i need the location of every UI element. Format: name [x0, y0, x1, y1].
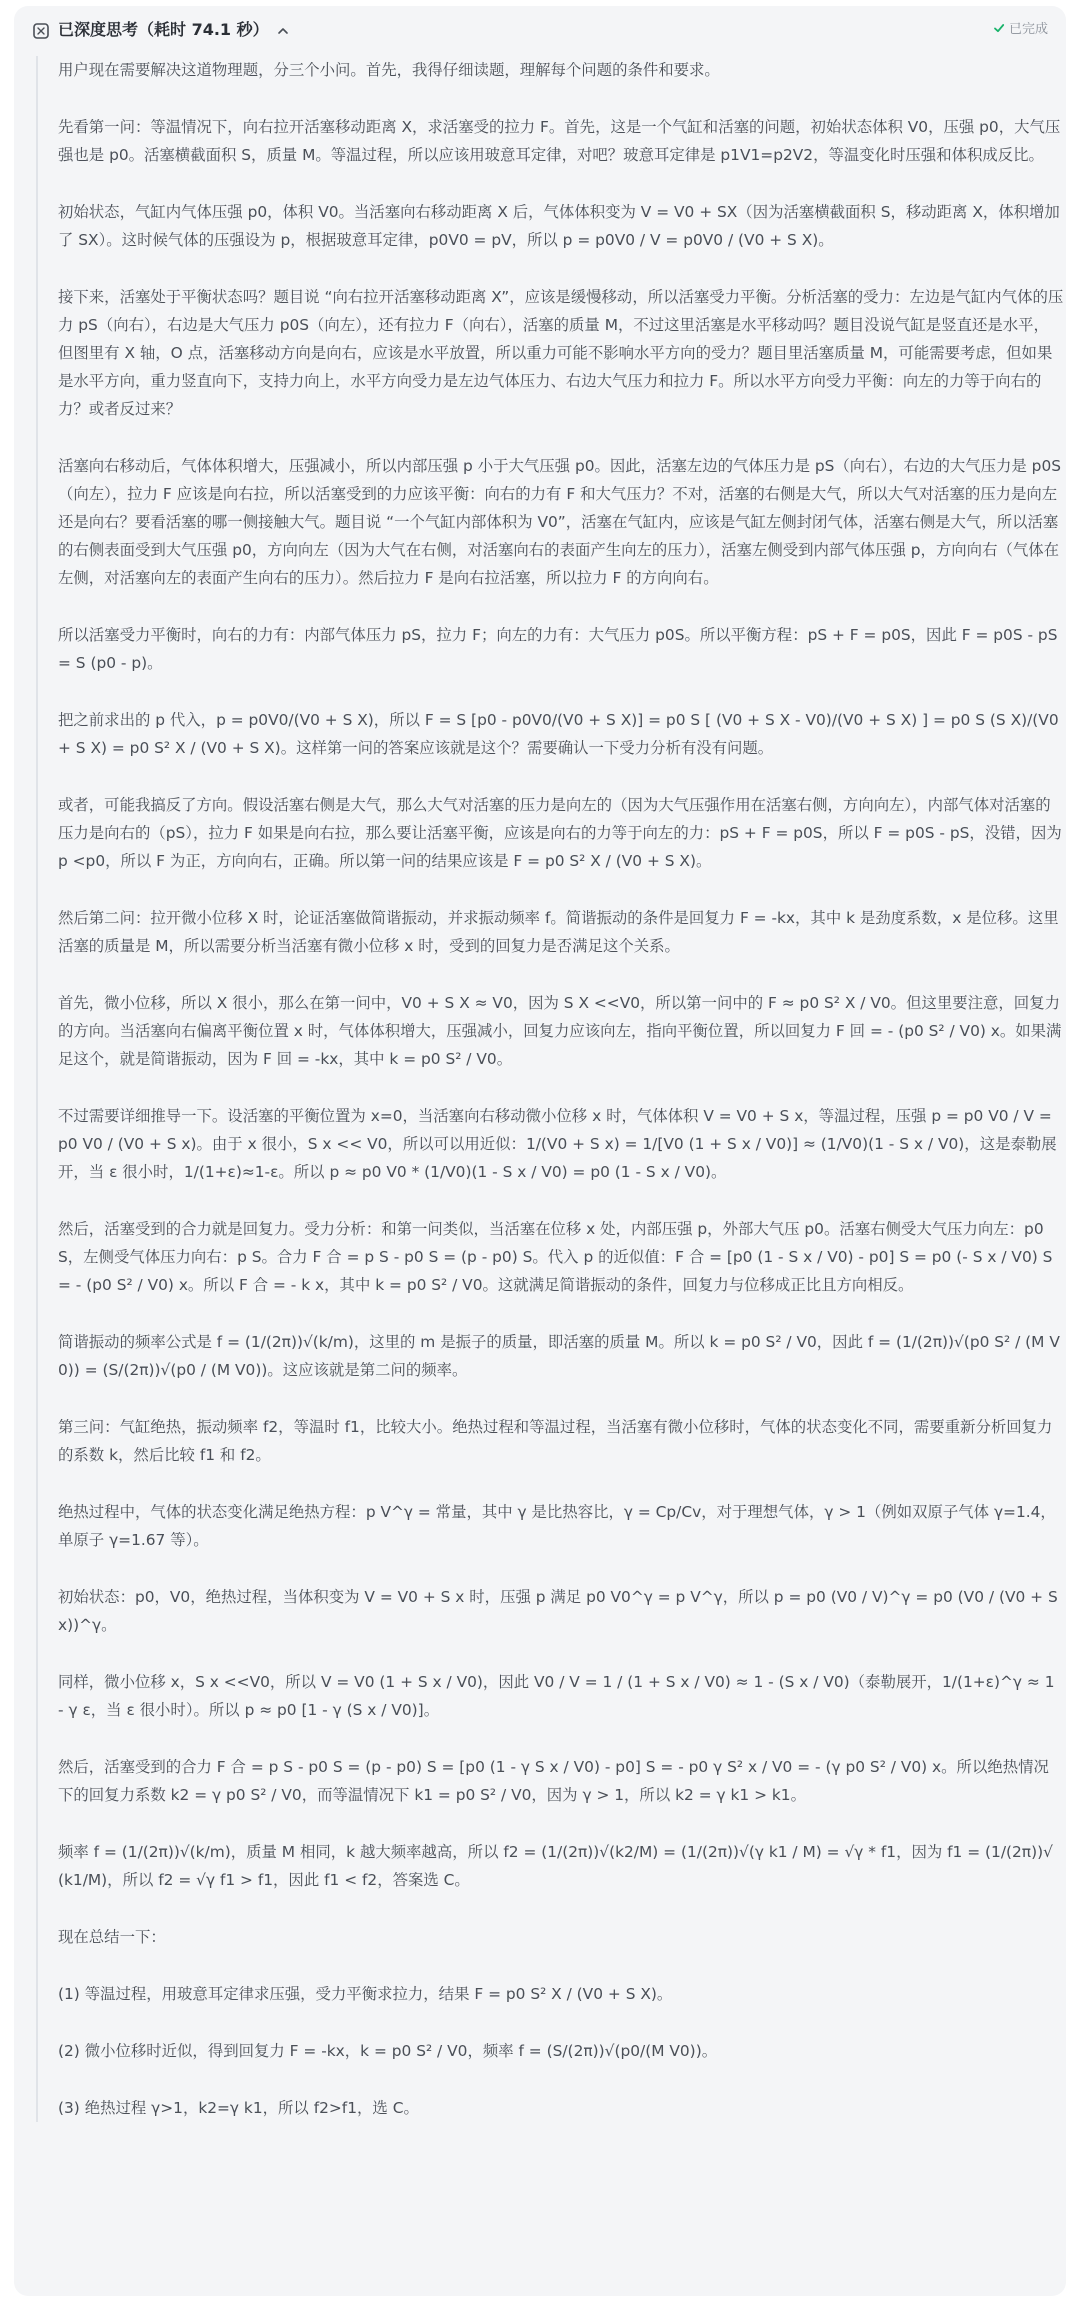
- paragraph: 同样，微小位移 x，S x <<V0，所以 V = V0 (1 + S x / V0)，因此 V0 / V = 1 / (1 + S x / V0) ≈ 1 - (S x / V0)（泰勒展开，1/(1+ε)^γ ≈ 1 - γ ε，当 ε 很小时）。所以 p ≈ p0 [1 - γ (S x / V0)]。: [58, 1673, 1055, 1719]
- paragraph: 第三问：气缸绝热，振动频率 f2，等温时 f1，比较大小。绝热过程和等温过程，当活塞有微小位移时，气体的状态变化不同，需要重新分析回复力的系数 k，然后比较 f1 和 f2。: [58, 1418, 1053, 1464]
- paragraph: 绝热过程中，气体的状态变化满足绝热方程：p V^γ = 常量，其中 γ 是比热容比，γ = Cp/Cv，对于理想气体，γ > 1（例如双原子气体 γ=1.4，单原子 γ=1.67 等）。: [58, 1503, 1056, 1549]
- paragraph: 然后第二问：拉开微小位移 X 时，论证活塞做简谐振动，并求振动频率 f。简谐振动的条件是回复力 F = -kx，其中 k 是劲度系数，x 是位移。这里活塞的质量是 M，所以需要分析当活塞有微小位移 x 时，受到的回复力是否满足这个关系。: [58, 909, 1059, 955]
- paragraph: 简谐振动的频率公式是 f = (1/(2π))√(k/m)，这里的 m 是振子的质量，即活塞的质量 M。所以 k = p0 S² / V0，因此 f = (1/(2π))√(p0 S² / (M V0)) = (S/(2π))√(p0 / (M V0))。这应该就是第二问的频率。: [58, 1333, 1060, 1379]
- paragraph: 不过需要详细推导一下。设活塞的平衡位置为 x=0，当活塞向右移动微小位移 x 时，气体体积 V = V0 + S x，等温过程，压强 p = p0 V0 / V = p0 V0 / (V0 + S x)。由于 x 很小，S x << V0，所以可以用近似：1/(V0 + S x) = 1/[V0 (1 + S x / V0)] ≈ (1/V0)(1 - S x / V0)，这是泰勒展开，当 ε 很小时，1/(1+ε)≈1-ε。所以 p ≈ p0 V0 * (1/V0)(1 - S x / V0) = p0 (1 - S x / V0)。: [58, 1107, 1057, 1181]
- paragraph: 初始状态，气缸内气体压强 p0，体积 V0。当活塞向右移动距离 X 后，气体体积变为 V = V0 + SX（因为活塞横截面积 S，移动距离 X，体积增加了 SX）。这时候气体的压强设为 p，根据玻意耳定律，p0V0 = pV，所以 p = p0V0 / V = p0V0 / (V0 + S X)。: [58, 203, 1060, 249]
- paragraph: (1) 等温过程，用玻意耳定律求压强，受力平衡求拉力，结果 F = p0 S² X / (V0 + S X)。: [58, 1985, 673, 2003]
- thinking-title: 已深度思考（耗时 74.1 秒）: [58, 20, 269, 39]
- paragraph: 先看第一问：等温情况下，向右拉开活塞移动距离 X，求活塞受的拉力 F。首先，这是一个气缸和活塞的问题，初始状态体积 V0，压强 p0，大气压强也是 p0。活塞横截面积 S，质量 M。等温过程，所以应该用玻意耳定律，对吧？玻意耳定律是 p1V1=p2V2，等温变化时压强和体积成反比。: [58, 118, 1061, 164]
- paragraph: (3) 绝热过程 γ>1，k2=γ k1，所以 f2>f1，选 C。: [58, 2099, 419, 2117]
- paragraph: 然后，活塞受到的合力就是回复力。受力分析：和第一问类似，当活塞在位移 x 处，内部压强 p，外部大气压 p0。活塞右侧受大气压力向左：p0 S，左侧受气体压力向右：p S。合力 F 合 = p S - p0 S = (p - p0) S。代入 p 的近似值：F 合 = [p0 (1 - S x / V0) - p0] S = p0 (- S x / V0) S = - (p0 S² / V0) x。所以 F 合 = - k x，其中 k = p0 S² / V0。这就满足简谐振动的条件，回复力与位移成正比且方向相反。: [58, 1220, 1053, 1294]
- thinking-content: [36, 56, 1064, 2122]
- paragraph: 接下来，活塞处于平衡状态吗？题目说 “向右拉开活塞移动距离 X”，应该是缓慢移动，所以活塞受力平衡。分析活塞的受力：左边是气缸内气体的压力 pS（向右），右边是大气压力 p0S（向左），还有拉力 F（向右），活塞的质量 M，不过这里活塞是水平移动吗？题目没说气缸是竖直还是水平，但图里有 X 轴，O 点，活塞移动方向是向右，应该是水平放置，所以重力可能不影响水平方向的受力？题目里活塞质量 M，可能需要考虑，但如果是水平方向，重力竖直向下，支持力向上，水平方向受力是左边气体压力、右边大气压力和拉力 F。所以水平方向受力平衡：向左的力等于向右的力？或者反过来？: [58, 288, 1064, 418]
- paragraph: 所以活塞受力平衡时，向右的力有：内部气体压力 pS，拉力 F；向左的力有：大气压力 p0S。所以平衡方程：pS + F = p0S，因此 F = p0S - pS = S (p0 - p)。: [58, 626, 1058, 672]
- completion-status: [993, 20, 1048, 40]
- paragraph: 把之前求出的 p 代入，p = p0V0/(V0 + S X)，所以 F = S [p0 - p0V0/(V0 + S X)] = p0 S [ (V0 + S X - V0)/(V0 + S X) ] = p0 S (S X)/(V0 + S X) = p0 S² X / (V0 + S X)。这样第一问的答案应该就是这个？需要确认一下受力分析有没有问题。: [58, 711, 1059, 757]
- paragraph: 用户现在需要解决这道物理题，分三个小问。首先，我得仔细读题，理解每个问题的条件和要求。: [58, 61, 720, 79]
- brain-icon: [32, 22, 50, 40]
- paragraph: (2) 微小位移时近似，得到回复力 F = -kx，k = p0 S² / V0，频率 f = (S/(2π))√(p0/(M V0))。: [58, 2042, 718, 2060]
- chevron-up-icon[interactable]: [276, 23, 290, 37]
- paragraph: 现在总结一下：: [58, 1928, 166, 1946]
- paragraph: 初始状态：p0，V0，绝热过程，当体积变为 V = V0 + S x 时，压强 p 满足 p0 V0^γ = p V^γ，所以 p = p0 (V0 / V)^γ = p0 (V0 / (V0 + S x))^γ。: [58, 1588, 1058, 1634]
- paragraph: 首先，微小位移，所以 X 很小，那么在第一问中，V0 + S X ≈ V0，因为 S X <<V0，所以第一问中的 F ≈ p0 S² X / V0。但这里要注意，回复力的方向。当活塞向右偏离平衡位置 x 时，气体体积增大，压强减小，回复力应该向左，指向平衡位置，所以回复力 F 回 = - (p0 S² / V0) x。如果满足这个，就是简谐振动，因为 F 回 = -kx，其中 k = p0 S² / V0。: [58, 994, 1062, 1068]
- paragraph: 活塞向右移动后，气体体积增大，压强减小，所以内部压强 p 小于大气压强 p0。因此，活塞左边的气体压力是 pS（向右），右边的大气压力是 p0S（向左），拉力 F 应该是向右拉，所以活塞受到的力应该平衡：向右的力有 F 和大气压力？不对，活塞的右侧是大气，所以大气对活塞的压力是向左还是向右？要看活塞的哪一侧接触大气。题目说 “一个气缸内部体积为 V0”，活塞在气缸内，应该是气缸左侧封闭气体，活塞右侧是大气，所以活塞的右侧表面受到大气压强 p0，方向向左（因为大气在右侧，对活塞向右的表面产生向左的压力），活塞左侧受到内部气体压强 p，方向向右（气体在左侧，对活塞向左的表面产生向右的压力）。然后拉力 F 是向右拉活塞，所以拉力 F 的方向向右。: [58, 457, 1062, 587]
- check-icon: [993, 21, 1005, 33]
- status-label: 已完成: [1008, 22, 1048, 37]
- thinking-panel: [14, 6, 1066, 2296]
- paragraph: 频率 f = (1/(2π))√(k/m)，质量 M 相同，k 越大频率越高，所以 f2 = (1/(2π))√(k2/M) = (1/(2π))√(γ k1 / M) = √γ * f1，因为 f1 = (1/(2π))√(k1/M)，所以 f2 = √γ f1 > f1，因此 f1 < f2，答案选 C。: [58, 1843, 1053, 1889]
- thinking-header[interactable]: [14, 6, 1066, 56]
- paragraph: 或者，可能我搞反了方向。假设活塞右侧是大气，那么大气对活塞的压力是向左的（因为大气压强作用在活塞右侧，方向向左），内部气体对活塞的压力是向右的（pS），拉力 F 如果是向右拉，那么要让活塞平衡，应该是向右的力等于向左的力：pS + F = p0S，所以 F = p0S - pS，没错，因为 p <p0，所以 F 为正，方向向右，正确。所以第一问的结果应该是 F = p0 S² X / (V0 + S X)。: [58, 796, 1062, 870]
- paragraph: 然后，活塞受到的合力 F 合 = p S - p0 S = (p - p0) S = [p0 (1 - γ S x / V0) - p0] S = - p0 γ S² x / V0 = - (γ p0 S² / V0) x。所以绝热情况下的回复力系数 k2 = γ p0 S² / V0，而等温情况下 k1 = p0 S² / V0，因为 γ > 1，所以 k2 = γ k1 > k1。: [58, 1758, 1049, 1804]
